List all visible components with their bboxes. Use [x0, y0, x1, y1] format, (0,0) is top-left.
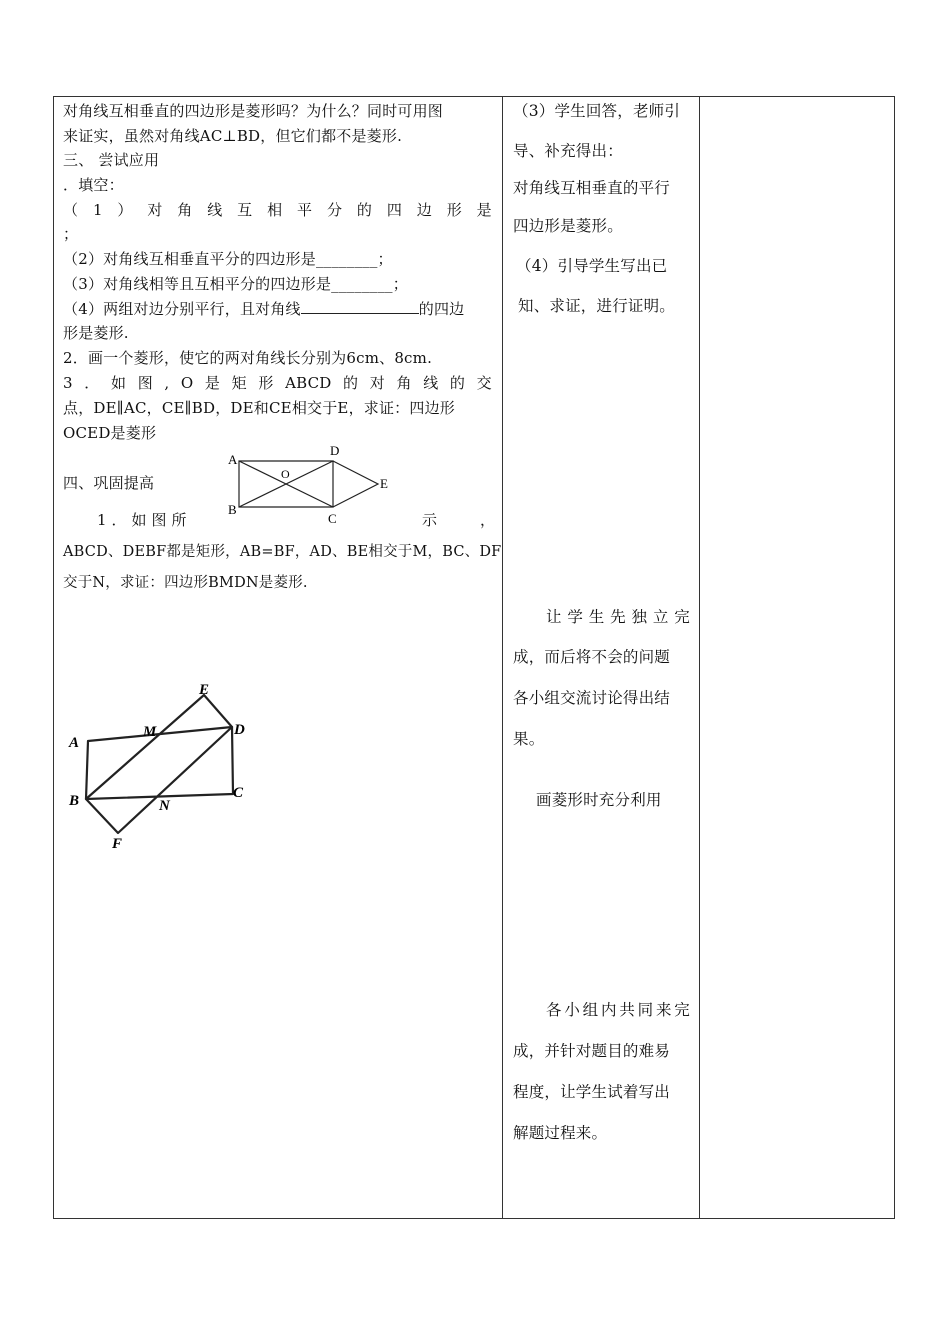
consolidate-1-word: 示 [422, 511, 438, 529]
mid-line-6: 知、求证，进行证明。 [518, 297, 676, 315]
char: 是 [204, 374, 221, 392]
char: 的 [449, 374, 466, 392]
char: 对 [369, 374, 385, 392]
char: 让 [546, 608, 562, 626]
section-title-3: 三、 尝试应用 [63, 151, 160, 169]
char: 角 [177, 201, 193, 219]
question-2-line: （2）对角线互相垂直平分的四边形是________； [63, 250, 393, 268]
label-A: A [69, 735, 80, 751]
left-line-2: 来证实，虽然对角线AC⊥BD，但它们都不是菱形. [63, 127, 403, 145]
consolidate-1-comma: ， [480, 511, 496, 529]
exercise-3-line-3: OCED是菱形 [63, 424, 157, 442]
char: 的 [343, 374, 359, 392]
char: 3 [63, 374, 73, 392]
char: 生 [588, 608, 605, 626]
char: 完 [674, 608, 690, 626]
label-D: D [330, 443, 340, 458]
label-A: A [228, 452, 238, 467]
label-O: O [281, 467, 290, 481]
char: 边 [416, 201, 432, 219]
mid-line-7 [546, 607, 690, 627]
char: 1 [92, 201, 103, 219]
question-1-line [63, 200, 492, 220]
label-C: C [233, 785, 244, 801]
char: ABCD [285, 374, 332, 392]
char: 是 [476, 201, 492, 219]
mid-line-11: 画菱形时充分利用 [536, 791, 662, 809]
label-D: D [234, 722, 245, 738]
char: 立 [652, 608, 669, 626]
char: 共 [619, 1001, 636, 1019]
fill-blank-heading: ．填空： [63, 176, 124, 194]
char: 矩 [231, 374, 247, 392]
char: ． [84, 374, 100, 392]
question-4-line [63, 299, 464, 319]
label-B: B [69, 793, 80, 809]
mid-line-13: 成，并针对题目的难易 [513, 1042, 671, 1060]
consolidate-1-line-3: 交于N，求证：四边形BMDN是菱形. [63, 575, 308, 591]
label-M: M [143, 724, 157, 740]
mid-line-10: 果。 [513, 730, 545, 748]
char: 先 [610, 608, 626, 626]
question-3-line: （3）对角线相等且互相平分的四边形是________； [63, 275, 408, 293]
label-N: N [159, 798, 170, 814]
question-4-line-2: 形是菱形. [63, 324, 129, 342]
label-E: E [199, 682, 210, 698]
char: 线 [423, 374, 439, 392]
char: 相 [267, 201, 283, 219]
char: 交 [476, 374, 492, 392]
mid-line-3: 对角线互相垂直的平行 [513, 179, 671, 197]
char: 形 [446, 201, 462, 219]
mid-line-5: （4）引导学生写出已 [516, 257, 668, 275]
consolidate-1-line-2: ABCD、DEBF都是矩形，AB=BF，AD、BE相交于M，BC、DF [63, 544, 502, 560]
char: 如 [110, 374, 127, 392]
char: 平 [297, 201, 313, 219]
char: （ [63, 201, 79, 219]
mid-line-1: （3）学生回答，老师引 [513, 102, 681, 120]
column-divider-1 [502, 97, 503, 1218]
char: 形 [258, 374, 274, 392]
label-B: B [228, 502, 237, 517]
char: 图 [137, 374, 153, 392]
two-rectangles-figure [60, 670, 280, 860]
consolidate-1-start: 1．如图所 [97, 511, 192, 529]
rectangle-figure [220, 440, 400, 530]
char: 各 [546, 1001, 562, 1019]
char: 同 [637, 1001, 654, 1019]
mid-line-9: 各小组交流讨论得出结 [513, 689, 671, 707]
column-divider-2 [699, 97, 700, 1218]
mid-line-8: 成，而后将不会的问题 [513, 648, 671, 666]
question-4-text-end: 的四边 [418, 300, 465, 318]
char: 小 [564, 1001, 581, 1019]
exercise-2: 2．画一个菱形，使它的两对角线长分别为6cm、8cm. [63, 349, 433, 367]
left-line-1: 对角线互相垂直的四边形是菱形吗？为什么？同时可用图 [63, 102, 444, 120]
label-E: E [380, 476, 388, 491]
exercise-3-line-1 [63, 373, 492, 393]
mid-line-15: 解题过程来。 [513, 1124, 608, 1142]
char: O [180, 374, 194, 392]
char: 角 [396, 374, 412, 392]
label-F: F [112, 836, 123, 852]
question-4-text: （4）两组对边分别平行，且对角线 [63, 300, 301, 318]
char: 内 [600, 1001, 617, 1019]
exercise-3-line-2: 点，DE∥AC，CE∥BD，DE和CE相交于E，求证：四边形 [63, 399, 455, 417]
char: , [164, 374, 170, 392]
char: 分 [326, 201, 343, 219]
mid-line-14: 程度，让学生试着写出 [513, 1083, 671, 1101]
char: 四 [386, 201, 403, 219]
char: ） [117, 201, 133, 219]
mid-line-4: 四边形是菱形。 [513, 217, 623, 235]
char: 组 [582, 1001, 599, 1019]
char: 来 [655, 1001, 672, 1019]
char: 对 [147, 201, 163, 219]
char: 独 [631, 608, 648, 626]
char: 的 [356, 201, 373, 219]
mid-line-12 [546, 1000, 690, 1020]
label-C: C [328, 511, 337, 526]
char: 完 [674, 1001, 690, 1019]
char: 学 [567, 608, 584, 626]
section-title-4: 四、巩固提高 [63, 474, 155, 492]
answer-blank [301, 299, 419, 314]
mid-line-2: 导、补充得出： [513, 142, 623, 160]
char: 线 [207, 201, 223, 219]
question-1-end: ； [63, 225, 79, 243]
char: 互 [237, 201, 253, 219]
